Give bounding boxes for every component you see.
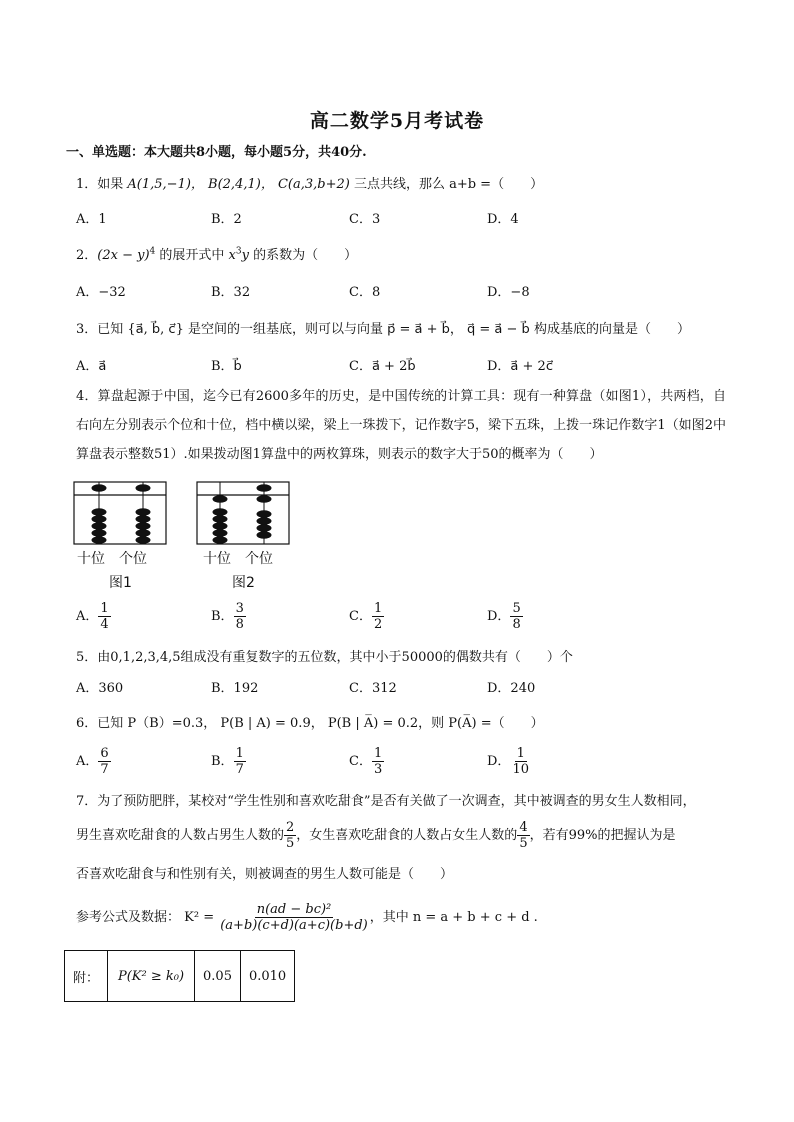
- q1-option-b: B．2: [211, 212, 242, 227]
- q2-term-y: y: [241, 248, 249, 263]
- q7-line2-part-b: ，女生喜欢吃甜食的人数占女生人数的: [296, 828, 518, 843]
- q4-option-c-letter: C．: [349, 609, 372, 624]
- q2-option-d: D．−8: [487, 285, 530, 300]
- q1-stem-suffix: 三点共线，那么 a+b =（ ）: [349, 177, 544, 192]
- abacus-figure-1: [73, 480, 167, 546]
- formula-denominator: (a+b)(c+d)(a+c)(b+d): [220, 918, 368, 933]
- q6-option-a-den: 7: [100, 762, 109, 777]
- q4-option-c-den: 2: [373, 617, 383, 632]
- reference-formula: [76, 902, 538, 933]
- q6-option-c: [349, 746, 384, 777]
- q4-option-b-num: 3: [235, 601, 244, 616]
- formula-numerator: n(ad − bc)²: [256, 902, 332, 917]
- q1-option-c: C．3: [349, 212, 381, 227]
- q2-binomial: (2x − y): [97, 248, 150, 263]
- q6-option-b-letter: B．: [211, 754, 234, 769]
- q7-frac1-den: 5: [286, 836, 295, 851]
- q4-option-c: [349, 601, 384, 632]
- q6-option-d-letter: D．: [487, 754, 511, 769]
- question-4-stem: 4．算盘起源于中国，迄今已有2600多年的历史，是中国传统的计算工具：现有一种算盘（如图1），共两档，自右向左分别表示个位和十位，档中横以梁，梁上一珠拨下，记作数字5，梁下五珠，上拨一珠记作数字1（如图2中算盘表示整数51）.如果拨动图1算盘中的两枚算珠，则表示的数字大于50的概率为（ ）: [76, 389, 726, 462]
- q3-option-a: A．a⃗: [76, 359, 107, 374]
- formula-suffix: ，其中 n = a + b + c + d .: [369, 910, 538, 925]
- q7-frac1-num: 2: [286, 820, 295, 835]
- q2-stem-mid: 的展开式中: [155, 248, 229, 263]
- q7-fraction-male: [284, 820, 296, 851]
- q6-option-b-den: 7: [235, 762, 244, 777]
- q6-option-d-fraction: [510, 746, 531, 777]
- q4-option-a-num: 1: [100, 601, 109, 616]
- question-7-line-1: 7．为了预防肥胖，某校对“学生性别和喜欢吃甜食”是否有关做了一次调查，其中被调查的男女生人数相同，: [76, 794, 696, 809]
- section-heading: 一、单选题：本大题共8小题，每小题5分，共40分.: [66, 145, 367, 160]
- q4-option-a: [76, 601, 111, 632]
- q3-option-d: D．a⃗ + 2c⃗: [487, 359, 553, 374]
- q5-option-a: A．360: [76, 681, 124, 696]
- q1-points: A(1,5,−1)， B(2,4,1)， C(a,3,b+2): [127, 177, 350, 192]
- q7-line2-part-c: ，若有99%的把握认为是: [529, 828, 676, 843]
- q5-option-b: B．192: [211, 681, 259, 696]
- table-header-cell: P(K² ≥ k₀): [108, 951, 195, 1002]
- abacus-1-caption: 图1: [109, 575, 132, 591]
- q4-option-d: [487, 601, 523, 632]
- q2-option-c: C．8: [349, 285, 381, 300]
- q2-option-a: A．−32: [76, 285, 126, 300]
- q6-option-b-fraction: [234, 746, 246, 777]
- q2-stem-prefix: 2．: [76, 248, 98, 263]
- q6-option-c-fraction: [372, 746, 384, 777]
- abacus-2-labels: 十位 个位: [203, 551, 273, 567]
- q7-line2-part-a: 男生喜欢吃甜食的人数占男生人数的: [76, 828, 285, 843]
- question-2-stem: [76, 244, 357, 263]
- q4-option-b: [211, 601, 246, 632]
- q4-option-a-fraction: [98, 601, 110, 632]
- question-6-stem: 6．已知 P（B）=0.3， P(B | A) = 0.9， P(B | A̅) = 0.2，则 P(A̅) =（ ）: [76, 716, 544, 731]
- q6-option-c-den: 3: [373, 762, 383, 777]
- table-row: [65, 951, 295, 1002]
- question-5-stem: 5．由0,1,2,3,4,5组成没有重复数字的五位数，其中小于50000的偶数共有（ ）个: [76, 650, 573, 665]
- q2-power: 4: [149, 246, 156, 257]
- reference-table: [64, 950, 295, 1002]
- q2-option-b: B．32: [211, 285, 251, 300]
- q4-option-d-num: 5: [512, 601, 521, 616]
- q6-option-c-letter: C．: [349, 754, 372, 769]
- page-title: 高二数学5月考试卷: [309, 110, 485, 132]
- q1-option-a: A．1: [76, 212, 107, 227]
- q3-option-c: C．a⃗ + 2b⃗: [349, 359, 416, 374]
- q6-option-b: [211, 746, 246, 777]
- q7-frac2-num: 4: [519, 820, 528, 835]
- q4-option-c-num: 1: [373, 601, 383, 616]
- q6-option-a: [76, 746, 111, 777]
- formula-fraction: [218, 902, 370, 933]
- q6-option-d-num: 1: [516, 746, 525, 761]
- table-value-cell: 0.010: [240, 951, 294, 1002]
- q6-option-c-num: 1: [373, 746, 383, 761]
- q7-frac2-den: 5: [519, 836, 528, 851]
- q6-option-a-fraction: [98, 746, 110, 777]
- q2-term-x: x: [228, 248, 236, 263]
- table-value-cell: 0.05: [195, 951, 241, 1002]
- q6-option-d-den: 10: [512, 762, 529, 777]
- q5-option-d: D．240: [487, 681, 536, 696]
- abacus-figure-2: [196, 480, 290, 546]
- q6-option-a-num: 6: [100, 746, 109, 761]
- q4-option-c-fraction: [372, 601, 384, 632]
- abacus-2-caption: 图2: [232, 575, 255, 591]
- formula-lhs: 参考公式及数据： K² =: [76, 910, 215, 925]
- q4-option-b-den: 8: [235, 617, 244, 632]
- q4-option-a-den: 4: [100, 617, 109, 632]
- q4-option-b-letter: B．: [211, 609, 234, 624]
- q4-option-d-letter: D．: [487, 609, 511, 624]
- q1-option-d: D．4: [487, 212, 519, 227]
- q6-option-d: [487, 746, 531, 777]
- q4-option-d-den: 8: [512, 617, 521, 632]
- q7-fraction-female: [517, 820, 529, 851]
- q3-option-b: B．b⃗: [211, 359, 242, 374]
- table-label-cell: 附：: [65, 951, 108, 1002]
- q2-term-power: 3: [235, 246, 242, 257]
- question-3-stem: 3．已知 {a⃗, b⃗, c⃗} 是空间的一组基底，则可以与向量 p⃗ = a⃗ + b⃗， q⃗ = a⃗ − b⃗ 构成基底的向量是（ ）: [76, 322, 690, 337]
- q2-stem-suffix: 的系数为（ ）: [248, 248, 358, 263]
- q6-option-a-letter: A．: [76, 754, 99, 769]
- question-1-stem: [76, 173, 543, 192]
- q4-option-b-fraction: [234, 601, 246, 632]
- q1-stem-prefix: 1．如果: [76, 177, 128, 192]
- abacus-1-labels: 十位 个位: [77, 551, 147, 567]
- question-7-line-3: 否喜欢吃甜食与和性别有关，则被调查的男生人数可能是（ ）: [76, 867, 454, 882]
- q5-option-c: C．312: [349, 681, 397, 696]
- q4-option-d-fraction: [510, 601, 522, 632]
- question-7-line-2: [76, 820, 676, 851]
- q4-option-a-letter: A．: [76, 609, 99, 624]
- q6-option-b-num: 1: [235, 746, 244, 761]
